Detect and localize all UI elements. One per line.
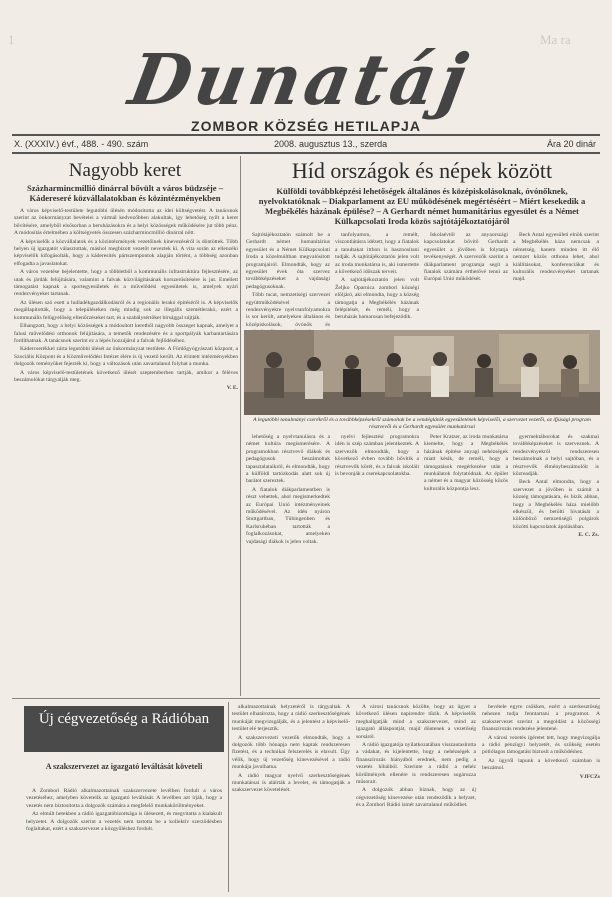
lead-deck: Százharmincmillió dinárral bővült a város büdzséje – Kádereseré közvállalatokban és közintézményekben <box>26 183 224 203</box>
main-column-2 <box>335 232 419 328</box>
main-column-4 <box>513 232 599 328</box>
lead-paragraph: A képviselők a közvállalatok és a közintézmények vezetőinek kinevezéséről is döntöttek. Több helyen új igazgatót választottak, máshol megbízott vezetőt neveztek ki. A vita során az ellenzéki képviselők kifogásolták, hogy a káderesítés pártszempontok alapján történt, a többség azonban elfogadta a javaslatokat. <box>14 238 238 267</box>
bottom-deck: A szakszervezet az igazgató leváltását követeli <box>45 762 203 771</box>
bottom-paragraph: alkalmazottainak helyzetéről is tárgyaltak. A testület elhatározta, hogy a rádió szerkesztőségének munkáját megvizsgálják, és a jelentést a képviselő-testület elé terjesztik. <box>232 704 350 733</box>
lead-paragraph: Elhangzott, hogy a helyi közösségek a módosított keretből nagyobb összeget kapnak, amelyet a falusi művelődési otthonok felújítására, a temetők rendezésére és a sportpályák karbantartására fordíthatnak. A tanácsnok szerint ez a lépés hozzájárul a falvak fejlődéséhez. <box>14 323 238 344</box>
bottom-paragraph: A dolgozók abban bíznak, hogy az új cégvezetőség kinevezése után rendeződik a helyzet, és a Zombori Rádió ismét zavartalanul működhet. <box>356 787 476 809</box>
main-deck: Külföldi továbbképzési lehetőségek általános és középiskolásoknak, óvónőknek, nyelvoktatóknak – Diakparlament az EU működésének megértéséért – Miért kesekedik a Megbékélés házának épülése? – A Gerhardt német humanitárius egyesület és a Német Külkapcsolati Iroda közös sajtótájékoztatójáról <box>258 186 586 226</box>
lead-headline: Nagyobb keret <box>68 160 182 181</box>
main-paragraph: A sajtótájékoztatón jelen volt Željko Oparnica zombori községi elöljáró, aki elmondta, hogy a község támogatja a Megbékélés házának felépítését, és reméli, hogy a beruházás hamarosan befejeződik. <box>335 277 419 321</box>
main-paragraph: Beck Antal egyesületi elnök szerint a Megbékélés háza nemcsak a németség, hanem minden itt élő nemzet közös otthona lehet, ahol kiállításokat, konferenciákat és kulturális rendezvényeket tartanak majd. <box>513 232 599 283</box>
column-divider <box>228 702 229 892</box>
main-paragraph: Peter Kratzer, az iroda munkatársa kiemelte, hogy a Megbékélés házának építése anyagi nehézségek miatt késik, de reméli, hogy a támogatások megérkezése után a munkálatok folytatódnak. Az épület a német és a magyar közösség közös kulturális központja lesz. <box>424 434 508 492</box>
lead-signature: V. E. <box>226 385 238 392</box>
main-column-8 <box>513 434 599 698</box>
photo-caption: A legutóbbi tanulmányi cserékről és a továbbképzésekről számoltak be a vendéglátók egyesületének képviselői, a szervezet vezetői, az ifjúsági program résztvevői és a Gerhardt egyesület munkatársai <box>253 417 591 430</box>
main-paragraph: tanfolyamon, a remélt, viszontlátásra idézett, hogy a fiatalok a tanultakat itthon is hasznosítani tudják. A sajtótájékoztatón jelen volt az iroda munkatársa is, aki ismertette a következő időszak terveit. <box>335 232 419 276</box>
bottom-headline: Új cégvezetőség a Rádióban <box>38 711 210 727</box>
lead-paragraph: A város képviselő-testületének következő ülését szeptemberben tartják, amikor a féléves beszámolókat tárgyalják meg. <box>14 369 238 383</box>
main-paragraph: gyermektáborokat és szakmai továbbképzéseket is szerveznek. A rendezvényekről rendszeresen beszámolnak a helyi sajtóban, és a résztvevők élménybeszámolóit is közreadják. <box>513 434 599 478</box>
masthead-title: Dunatáj <box>123 38 477 121</box>
bottom-paragraph: bevétele egyre csökken, ezért a szerkesztőség nehezen tudja fenntartani a programot. A szakszervezet szerint a megoldást a közösségi finanszírozás rendezése jelentené. <box>482 704 600 733</box>
lead-body <box>14 208 238 694</box>
main-paragraph: Több tucat, nemzetiségi szervezet együttműködésével a rendezvényekre nyelvtanfolyamokra is sor került, amelyeken általános és középiskolások, óvónők és <box>246 292 330 328</box>
main-paragraph: Sajtótájékoztatón számolt be a Gerhardt német humanitárius egyesület és a Német Külkapcsolati Iroda a közelmúltban megvalósított programjairól. Elmondták, hogy az egyesület évek óta szervez továbbképzéseket a vajdasági pedagógusoknak. <box>246 232 330 290</box>
main-paragraph: nyelvi fejlesztési programokra idén is szép számban jelentkeztek. A szervezők elmondták, hogy a következő évben tovább bővítik a résztvevők körét, és a falvak iskoláit is bevonják a cserekapcsolatokba. <box>335 434 419 478</box>
masthead-bleed-right: Ma ra <box>540 32 571 47</box>
group-photo-image <box>244 330 600 415</box>
bottom-paragraph: A szakszervezeti vezetők elmondták, hogy a dolgozók több hónapja nem kaptak rendszeresen fizetést, és a technikai felszerelés is elavult. Úgy vélik, hogy új vezetőség kinevezésével a rádió munkája javulhatna. <box>232 734 350 771</box>
main-paragraph: lehetőség a nyelvtanulásra és a német kultúra megismerésére. A programokban résztvevő diákok és pedagógusok beszámoltak tapasztalataikról, és elmondták, hogy a külföldi tartózkodás alatt sok új barátot szereztek. <box>246 434 330 485</box>
bottom-paragraph: Az elmúlt hetekben a rádió igazgatóbizottsága is ülésezett, és megvitatta a kialakult helyzetet. A dolgozók szerint a vezetés nem tartotta be a kollektív szerződésben foglaltakat, ezért a szakszervezet a közgyűléshez fordult. <box>26 811 222 833</box>
bottom-paragraph: Az ügyről lapunk a következő számban is beszámol. <box>482 757 600 772</box>
main-column-6 <box>335 434 419 698</box>
bottom-paragraph: A rádió igazgatója nyilatkozatában visszautasította a vádakat, és kijelentette, hogy a nehézségek a finanszírozás hiányából erednek, nem pedig a vezetés hibáiból. Szerinte a rádió a nehéz körülmények ellenére is rendszeresen sugározza műsorait. <box>356 742 476 786</box>
main-signature: E. C. Zs. <box>578 532 599 539</box>
issue-date: 2008. augusztus 13., szerda <box>274 139 388 149</box>
masthead-bleed-left: 1 <box>8 32 15 47</box>
bottom-column-1 <box>26 788 222 892</box>
main-column-7 <box>424 434 508 698</box>
issue-price: Ára 20 dinár <box>546 139 596 149</box>
bottom-column-4 <box>482 704 600 892</box>
lead-paragraph: A város vezetése bejelentette, hogy a többletből a kommunális infrastruktúra fejlesztésére, az utak és járdák felújítására, valamint a falvak közvilágításának korszerűsítésére is jut. Emellett támogatást kapnak a sportegyesületek és a művelődési egyesületek is, amelyek nyári rendezvényeket tartanak. <box>14 269 238 298</box>
section-divider <box>12 698 600 699</box>
bottom-paragraph: A városi vezetés ígéretet tett, hogy megvizsgálja a rádió pénzügyi helyzetét, és szükség esetén pótlólagos támogatást biztosít a működéshez. <box>482 734 600 756</box>
main-paragraph: Iskolaévtől az anyaországi kapcsolatokat bővítő Gerhardt egyesület a jövőben is folytatja tevékenységét. A szervezők szerint a diákparlament programja segít a fiatalok számára érthetővé tenni az Európai Unió működését. <box>424 232 508 283</box>
main-paragraph: A fiatalok diákparlamentben is részt vehettek, ahol megismerkedtek az Európai Unió intézményeinek működésével. Az idén nyáron Stuttgartban, Tübingenben és Karlsruhéban tartották a foglalkozásokat, amelyeken vajdasági diákok is jelen voltak. <box>246 486 330 545</box>
bottom-paragraph: A rádió magyar nyelvű szerkesztőségének munkatársai is aláírták a levelet, és támogatják a szakszervezet követelését. <box>232 772 350 794</box>
issue-volume: X. (XXXIV.) évf., 488. - 490. szám <box>14 139 149 149</box>
bottom-paragraph: A Zombori Rádió alkalmazottainak szakszervezete levélben fordult a város vezetéséhez, amelyben követelik az igazgató leváltását. A levélben azt írják, hogy a vezetés nem biztosította a dolgozók számára a megfelelő munkakörülményeket. <box>26 788 222 809</box>
main-headline: Híd országok és népek között <box>291 158 553 183</box>
issue-bar <box>12 134 600 154</box>
lead-paragraph: Az ülésen szó esett a hulladékgazdálkodásról és a regionális lerakó építéséről is. A képviselők megállapították, hogy a településeken még mindig sok az illegális szemétlerakó, ezért a kommunális felügyelőség ellenőrzéseket tart, és a szabálysértőket bírsággal sújtják. <box>14 299 238 321</box>
lead-paragraph: Kádercserékkel zárta legutóbbi ülését az önkormányzat testülete. A Fürdőgyógyászati központ, a Szociális Központ és a Közművelődési Intézet élére is új vezető került. Az érintett intézményekben dolgozók reményüket fejezték ki, hogy a változások után zavartalanul folyhat a munka. <box>14 346 238 368</box>
bottom-column-3 <box>356 704 476 892</box>
main-column-5 <box>246 434 330 698</box>
masthead <box>0 22 612 134</box>
lead-paragraph: A város képviselő-testülete legutóbbi ülésén módosította az idei költségvetést. A tanácsnok szerint az önkormányzat bevételei a vártnál kedvezőbben alakultak, így lehetőség nyílt a keret bővítésére, amelyből elsősorban a beruházásokra és a helyi közösségek működésére jut több pénz. A módosítás értelmében a költségvetés összesen százharmincmillió dinárral nőtt. <box>14 208 238 237</box>
main-column-3 <box>424 232 508 328</box>
column-divider <box>240 156 241 696</box>
bottom-headline-box <box>24 706 224 752</box>
bottom-paragraph: A városi tanácsnok közölte, hogy az ügyet a következő ülésen napirendre tűzik. A képviselők meghallgatják mind a szakszervezet, mind az igazgató álláspontját, majd döntenek a vezetőség sorsáról. <box>356 704 476 740</box>
bottom-column-2 <box>232 704 350 892</box>
main-paragraph: Beck Antal elmondta, hogy a szervezet a jövőben is számít a község támogatására, és bízik abban, hogy a Megbékélés háza mielőbb elkészül, és betölti hivatását a különböző nemzetiségű polgárok közötti kapcsolatok ápolásában. <box>513 479 599 530</box>
masthead-subtitle: ZOMBOR KÖZSÉG HETILAPJA <box>191 118 421 134</box>
main-column-1 <box>246 232 330 328</box>
bottom-signature: VJFCZs <box>579 773 600 780</box>
group-photo <box>244 330 600 415</box>
